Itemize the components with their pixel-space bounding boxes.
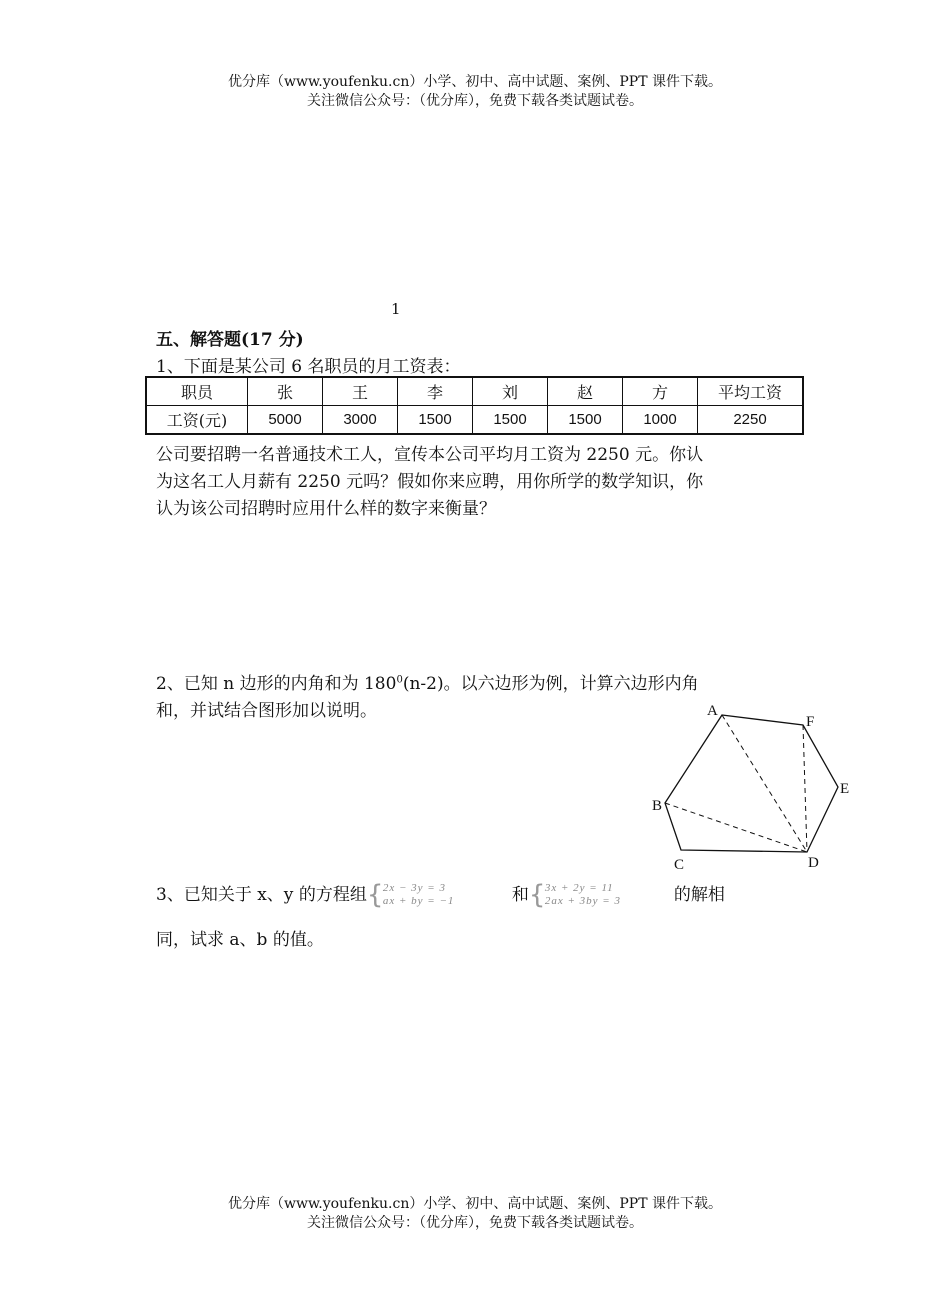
- equation: 3x + 2y = 11: [544, 881, 614, 894]
- header-line-1: 优分库（www.youfenku.cn）小学、初中、高中试题、案例、PPT 课件下载。: [227, 74, 722, 90]
- table-cell: 1500: [398, 406, 473, 435]
- salary-table-header-row: [146, 377, 803, 406]
- q3-line-2: 同，试求 a、b 的值。: [156, 930, 324, 950]
- q3-text-a: 3、已知关于 x、y 的方程组: [156, 885, 367, 905]
- q2-text-a: 2、已知 n 边形的内角和为 180: [156, 674, 397, 694]
- table-cell: 5000: [248, 406, 323, 435]
- q1-text-line: 公司要招聘一名普通技术工人，宣传本公司平均月工资为 2250 元。你认: [156, 445, 704, 465]
- page-number: 1: [391, 300, 401, 318]
- table-cell: 职员: [146, 377, 248, 406]
- q2-line-1: [156, 669, 699, 694]
- q2-text-b: (n-2)。以六边形为例，计算六边形内角: [402, 674, 699, 694]
- equation: 2x − 3y = 3: [382, 881, 446, 894]
- table-cell: 1500: [548, 406, 623, 435]
- table-cell: 1000: [623, 406, 698, 435]
- table-cell: 2250: [698, 406, 804, 435]
- hexagon-figure: [640, 695, 860, 875]
- vertex-label-F: F: [806, 714, 815, 730]
- diagonal-AD: [722, 715, 807, 852]
- q3-text-b: 的解相: [673, 885, 725, 905]
- table-cell: 赵: [548, 377, 623, 406]
- table-cell: 方: [623, 377, 698, 406]
- vertex-label-A: A: [707, 703, 718, 719]
- equation: 2ax + 3by = 3: [544, 894, 621, 907]
- degree-superscript: 0: [396, 674, 403, 686]
- salary-table-data-row: [146, 406, 803, 435]
- table-cell: 工资(元): [146, 406, 248, 435]
- q3-text-mid: 和: [511, 885, 529, 905]
- table-cell: 1500: [473, 406, 548, 435]
- vertex-label-C: C: [674, 857, 685, 873]
- table-cell: 平均工资: [698, 377, 804, 406]
- q1-text-line: 认为该公司招聘时应用什么样的数字来衡量？: [156, 499, 496, 519]
- table-cell: 张: [248, 377, 323, 406]
- vertex-label-B: B: [652, 798, 663, 814]
- section-title: 五、解答题(17 分): [156, 330, 304, 350]
- table-cell: 刘: [473, 377, 548, 406]
- q1-text-line: 为这名工人月薪有 2250 元吗？假如你来应聘，用你所学的数学知识，你: [156, 472, 704, 492]
- equation: ax + by = −1: [382, 894, 455, 907]
- q1-intro: 1、下面是某公司 6 名职员的月工资表：: [156, 357, 461, 377]
- table-cell: 李: [398, 377, 473, 406]
- q2-line-2: 和，并试结合图形加以说明。: [156, 701, 377, 721]
- salary-table: [145, 376, 804, 435]
- header-line-2: 关注微信公众号：（优分库），免费下载各类试题试卷。: [307, 93, 643, 109]
- q3-line-1: [156, 880, 725, 910]
- diagonal-BD: [665, 803, 807, 852]
- table-cell: 王: [323, 377, 398, 406]
- equation-system-2: [528, 879, 674, 910]
- brace-icon: {: [528, 879, 546, 910]
- footer-line-1: 优分库（www.youfenku.cn）小学、初中、高中试题、案例、PPT 课件下载。: [227, 1196, 722, 1212]
- hexagon-outline: [665, 715, 838, 852]
- diagonal-FD: [803, 725, 807, 852]
- vertex-label-D: D: [808, 855, 819, 871]
- brace-icon: {: [366, 879, 384, 910]
- vertex-label-E: E: [840, 781, 850, 797]
- table-cell: 3000: [323, 406, 398, 435]
- equation-system-1: [366, 879, 512, 910]
- footer-line-2: 关注微信公众号：（优分库），免费下载各类试题试卷。: [307, 1215, 643, 1231]
